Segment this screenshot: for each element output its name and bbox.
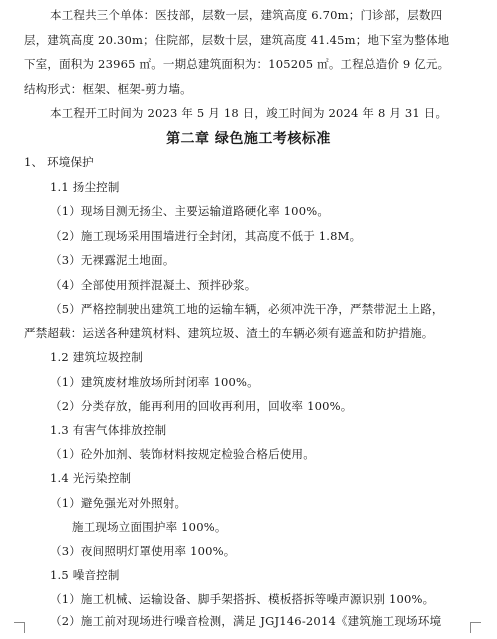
subsection-title: 1.1 扬尘控制	[50, 180, 120, 194]
list-item: （5）严格控制驶出建筑工地的运输车辆，必须冲洗干净，严禁带泥土上路，	[50, 302, 444, 316]
list-item: （1）避免强光对外照射。	[50, 496, 187, 510]
list-item: （3）无裸露泥土地面。	[50, 253, 175, 267]
list-item: （3）夜间照明灯罩使用率 100%。	[50, 544, 236, 558]
list-item: （1）建筑废材堆放场所封闭率 100%。	[50, 375, 259, 389]
chapter-title: 第二章 绿色施工考核标准	[166, 131, 331, 147]
list-item: （1）施工机械、运输设备、脚手架搭拆、模板搭拆等噪声源识别 100%。	[50, 592, 435, 606]
list-item: （1）现场目测无扬尘、主要运输道路硬化率 100%。	[50, 204, 330, 218]
list-item: （2）施工现场采用围墙进行全封闭，其高度不低于 1.8M。	[50, 229, 362, 243]
subsection-title: 1.4 光污染控制	[50, 471, 132, 485]
paragraph-line: 结构形式：框架、框架-剪力墙。	[24, 82, 192, 96]
page-corner-mark-right	[470, 622, 481, 633]
subsection-title: 1.2 建筑垃圾控制	[50, 350, 143, 364]
section-title: 1、 环境保护	[24, 155, 94, 169]
list-item: 施工现场立面围护率 100%。	[72, 520, 227, 534]
page-corner-mark-left	[14, 622, 25, 633]
paragraph-line: 本工程开工时间为 2023 年 5 月 18 日，竣工时间为 2024 年 8 月 31 日。	[50, 106, 448, 120]
list-item: （4）全部使用预拌混凝土、预拌砂浆。	[50, 278, 257, 292]
list-item: （1）砼外加剂、装饰材料按规定检验合格后使用。	[50, 447, 315, 461]
list-item: （2）分类存放，能再利用的回收再利用，回收率 100%。	[50, 399, 353, 413]
paragraph-line: 本工程共三个单体：医技部，层数一层，建筑高度 6.70m；门诊部，层数四	[50, 8, 443, 22]
list-item: （2）施工前对现场进行噪音检测，满足 JGJ146-2014《建筑施工现场环境	[50, 614, 442, 628]
paragraph-line: 层，建筑高度 20.30m；住院部，层数十层，建筑高度 41.45m；地下室为整体地	[24, 33, 450, 47]
paragraph-line: 下室，面积为 23965 ㎡。一期总建筑面积为：105205 ㎡。工程总造价 9 亿元。	[24, 57, 450, 71]
subsection-title: 1.5 噪音控制	[50, 568, 120, 582]
subsection-title: 1.3 有害气体排放控制	[50, 423, 167, 437]
list-item: 严禁超载：运送各种建筑材料、建筑垃圾、渣土的车辆必须有遮盖和防护措施。	[24, 326, 434, 340]
